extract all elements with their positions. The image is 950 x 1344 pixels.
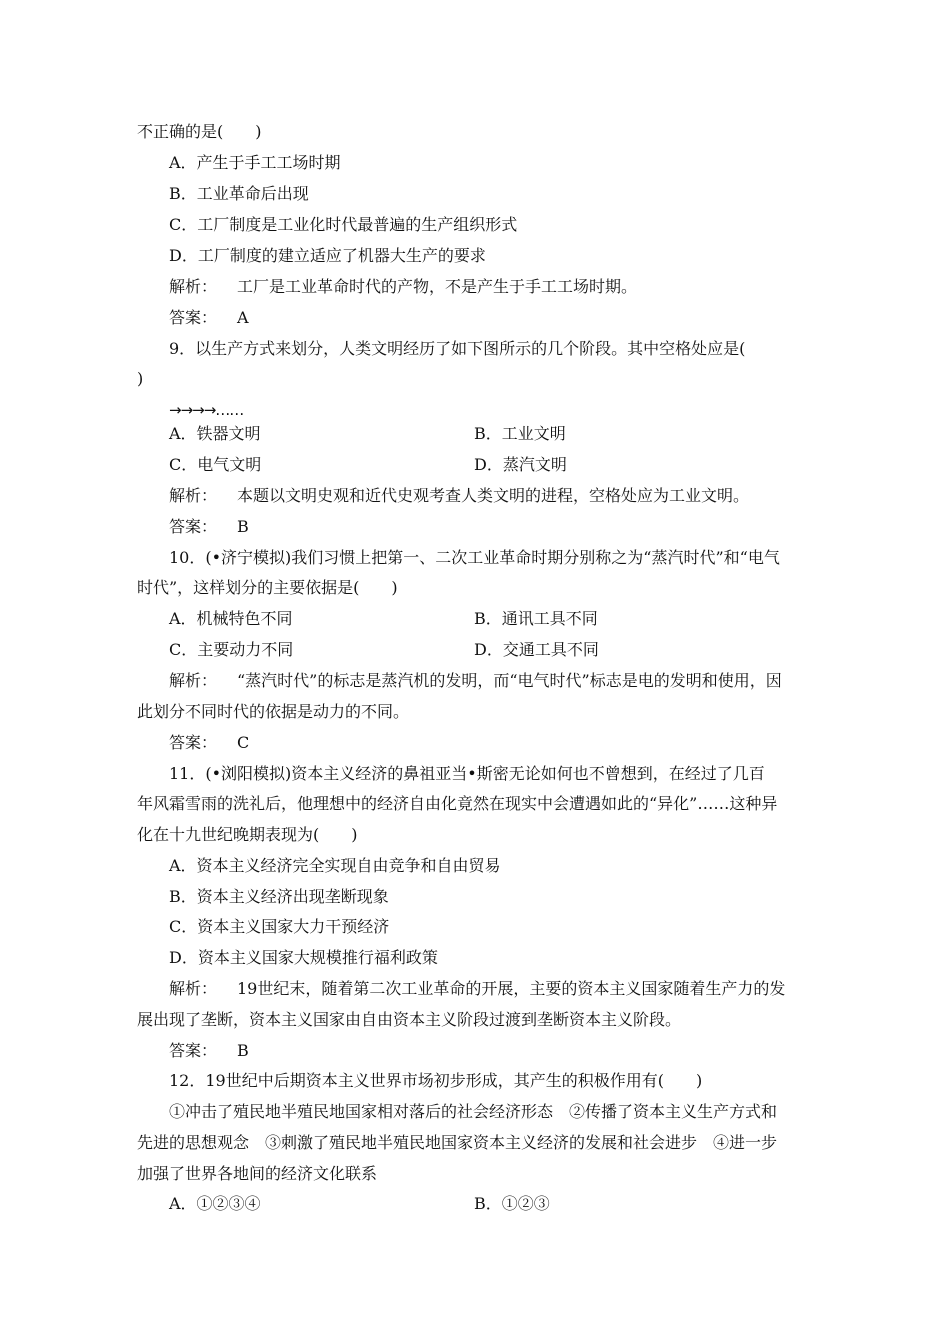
q9-analysis — [169, 485, 749, 507]
q11-stem-line-2: 年风霜雪雨的洗礼后，他理想中的经济自由化竟然在现实中会遭遇如此的“异化”……这种异 — [137, 794, 778, 813]
q8-option-d: D．工厂制度的建立适应了机器大生产的要求 — [169, 246, 486, 265]
q11-stem-line-1: 11．(•浏阳模拟)资本主义经济的鼻祖亚当•斯密无论如何也不曾想到，在经过了几百 — [169, 764, 765, 783]
q12-items-line-3: 加强了世界各地间的经济文化联系 — [137, 1164, 378, 1183]
q12-option-a: A．①②③④ — [169, 1194, 261, 1213]
q9-option-c: C．电气文明 — [169, 455, 262, 474]
analysis-label: 解析： — [169, 979, 218, 998]
q12-items-line-2: 先进的思想观念 ③刺激了殖民地半殖民地国家资本主义经济的发展和社会进步 ④进一步 — [137, 1133, 778, 1152]
q11-option-c: C．资本主义国家大力干预经济 — [169, 917, 390, 936]
q10-stem-line-1: 10．(•济宁模拟)我们习惯上把第一、二次工业革命时期分别称之为“蒸汽时代”和“电气 — [169, 548, 780, 567]
answer-label: 答案： — [169, 733, 218, 752]
q9-answer-value: B — [237, 517, 249, 536]
q10-option-d: D．交通工具不同 — [474, 640, 599, 659]
q10-analysis-line-1 — [169, 670, 782, 692]
analysis-label: 解析： — [169, 486, 218, 505]
q10-stem-line-2: 时代”，这样划分的主要依据是( ) — [137, 578, 398, 597]
q9-analysis-text: 本题以文明史观和近代史观考查人类文明的进程，空格处应为工业文明。 — [237, 486, 750, 505]
q10-option-c: C．主要动力不同 — [169, 640, 294, 659]
q8-answer — [169, 307, 249, 329]
q9-stem-line-1: 9．以生产方式来划分，人类文明经历了如下图所示的几个阶段。其中空格处应是( — [169, 339, 746, 358]
q10-analysis-line-2: 此划分不同时代的依据是动力的不同。 — [137, 702, 410, 721]
q11-stem-line-3: 化在十九世纪晚期表现为( ) — [137, 825, 358, 844]
answer-label: 答案： — [169, 1041, 218, 1060]
q8-analysis — [169, 276, 637, 298]
q11-analysis-text: 19世纪末，随着第二次工业革命的开展，主要的资本主义国家随着生产力的发 — [237, 979, 786, 998]
q9-option-a: A．铁器文明 — [169, 424, 261, 443]
answer-label: 答案： — [169, 517, 218, 536]
q8-option-b: B．工业革命后出现 — [169, 184, 309, 203]
analysis-label: 解析： — [169, 671, 218, 690]
q10-option-a: A．机械特色不同 — [169, 609, 293, 628]
q8-option-c: C．工厂制度是工业化时代最普遍的生产组织形式 — [169, 215, 518, 234]
q10-answer — [169, 732, 249, 754]
q8-analysis-text: 工厂是工业革命时代的产物，不是产生于手工工场时期。 — [237, 277, 638, 296]
q11-analysis-line-1 — [169, 978, 785, 1000]
q11-option-d: D．资本主义国家大规模推行福利政策 — [169, 948, 438, 967]
q10-option-b: B．通讯工具不同 — [474, 609, 598, 628]
q9-stem-line-2: ) — [137, 369, 144, 388]
q9-answer — [169, 516, 249, 538]
q8-stem: 不正确的是( ) — [137, 122, 262, 141]
q8-option-a: A．产生于手工工场时期 — [169, 153, 341, 172]
q9-stage-diagram: →→→→…… — [169, 401, 244, 419]
q11-answer — [169, 1040, 249, 1062]
analysis-label: 解析： — [169, 277, 218, 296]
q11-option-a: A．资本主义经济完全实现自由竞争和自由贸易 — [169, 856, 501, 875]
answer-label: 答案： — [169, 308, 218, 327]
q11-analysis-line-2: 展出现了垄断，资本主义国家由自由资本主义阶段过渡到垄断资本主义阶段。 — [137, 1010, 682, 1029]
q11-option-b: B．资本主义经济出现垄断现象 — [169, 887, 389, 906]
q12-option-b: B．①②③ — [474, 1194, 550, 1213]
q11-answer-value: B — [237, 1041, 249, 1060]
q12-items-line-1: ①冲击了殖民地半殖民地国家相对落后的社会经济形态 ②传播了资本主义生产方式和 — [169, 1102, 778, 1121]
q12-stem: 12．19世纪中后期资本主义世界市场初步形成，其产生的积极作用有( ) — [169, 1071, 703, 1090]
q8-answer-value: A — [237, 308, 249, 327]
q9-option-b: B．工业文明 — [474, 424, 566, 443]
q10-analysis-text: “蒸汽时代”的标志是蒸汽机的发明，而“电气时代”标志是电的发明和使用，因 — [237, 671, 782, 690]
q9-option-d: D．蒸汽文明 — [474, 455, 567, 474]
q10-answer-value: C — [237, 733, 250, 752]
